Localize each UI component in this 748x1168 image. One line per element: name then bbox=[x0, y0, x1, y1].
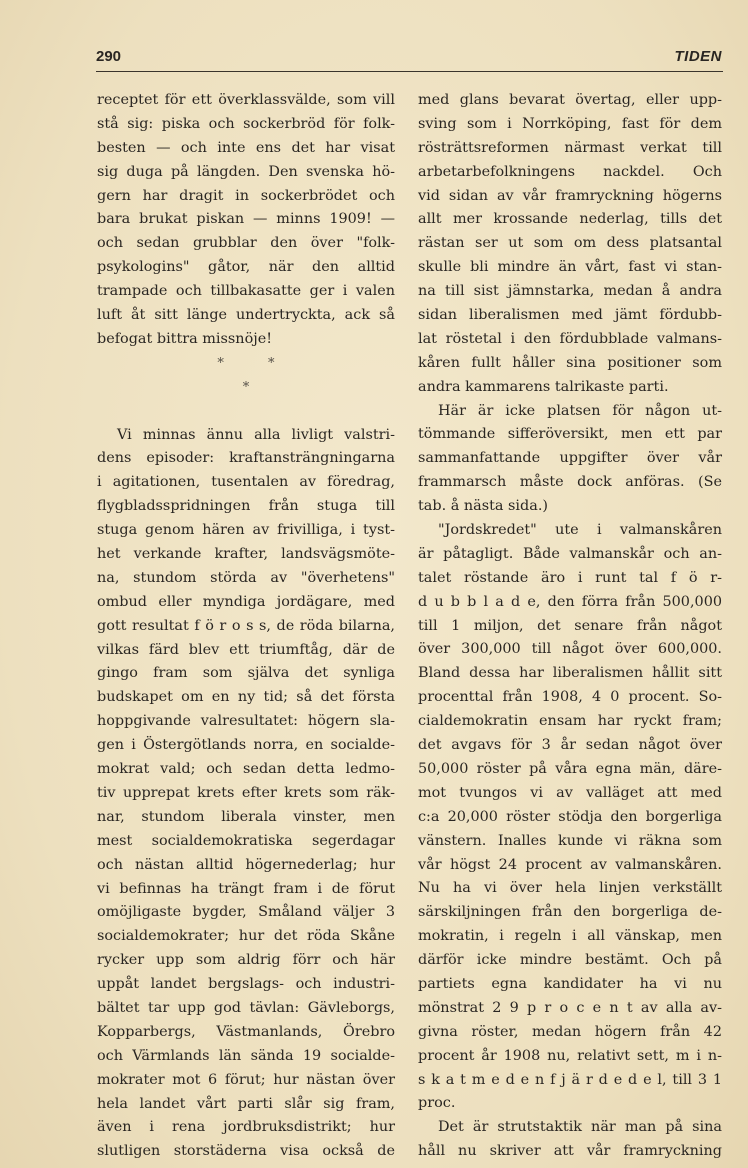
text-line: proc. bbox=[418, 1095, 456, 1112]
text-line: andra kammarens talrikaste parti. bbox=[418, 378, 669, 395]
text-line: ombud eller myndiga jordägare, med bbox=[97, 593, 395, 610]
text-line: mönstrat 2 9 p r o c e n t av alla av- bbox=[418, 999, 722, 1016]
text-line: d u b b l a d e, den förra från 500,000 bbox=[418, 593, 722, 610]
text-line: s k a t m e d e n f j ä r d e d e l, till 3 1 bbox=[418, 1071, 722, 1088]
text-line: Kopparbergs, Västmanlands, Örebro bbox=[97, 1023, 395, 1040]
text-line: sig duga på längden. Den svenska hö- bbox=[97, 163, 395, 180]
text-line: het verkande krafter, landsvägsmöte- bbox=[97, 546, 395, 563]
text-line: vilkas färd blev ett triumftåg, där de bbox=[97, 641, 395, 658]
text-line: na, stundom störda av "överhetens" bbox=[97, 569, 395, 586]
text-line: i agitationen, tusentalen av föredrag, bbox=[97, 474, 395, 491]
text-line: rästan ser ut som om dess platsantal bbox=[418, 235, 722, 252]
text-line: mokrat vald; och sedan detta ledmo- bbox=[97, 761, 395, 778]
text-line: gern har dragit in sockerbrödet och bbox=[97, 187, 395, 204]
text-line: nar, stundom liberala vinster, men bbox=[97, 808, 395, 825]
text-line: bara brukat piskan — minns 1909! — bbox=[97, 211, 395, 228]
text-line: na till sist jämnstarka, medan å andra bbox=[418, 283, 722, 300]
text-line: mokratin, i regeln i all vänskap, men bbox=[418, 928, 722, 945]
section-divider-stars: * * bbox=[217, 355, 275, 371]
text-line: vår högst 24 procent av valmanskåren. bbox=[418, 856, 722, 873]
text-line: procent år 1908 nu, relativt sett, m i n- bbox=[418, 1047, 722, 1064]
paragraph bbox=[97, 89, 395, 352]
text-line: Vi minnas ännu alla livligt valstri- bbox=[117, 426, 395, 443]
text-line: socialdemokrater; hur det röda Skåne bbox=[97, 928, 395, 945]
paragraph bbox=[418, 1116, 722, 1164]
text-line: befogat bittra missnöje! bbox=[97, 330, 272, 347]
paragraph bbox=[418, 89, 722, 400]
text-line: gen i Östergötlands norra, en socialde- bbox=[97, 737, 395, 754]
text-line: rycker upp som aldrig förr och här bbox=[97, 952, 395, 969]
text-line: rösträttsreformen närmast verkat till bbox=[418, 139, 722, 156]
text-line: lat röstetal i den fördubblade valmans- bbox=[418, 330, 722, 347]
text-line: mokrater mot 6 förut; hur nästan över bbox=[97, 1071, 395, 1088]
text-line: tiv upprepat krets efter krets som räk- bbox=[97, 784, 395, 801]
text-line: gingo fram som själva det synliga bbox=[97, 665, 395, 682]
text-line: dens episoder: kraftansträngningarna bbox=[97, 450, 395, 467]
text-line: mot tvungos vi av valläget att med bbox=[418, 784, 722, 801]
text-line: stå sig: piska och sockerbröd för folk- bbox=[97, 115, 395, 132]
text-line: kåren fullt håller sina positioner som bbox=[418, 354, 722, 371]
paragraph bbox=[418, 400, 722, 519]
text-line: är påtagligt. Både valmanskår och an- bbox=[418, 545, 722, 562]
text-line: vid sidan av vår framryckning högerns bbox=[418, 187, 722, 204]
text-line: cialdemokratin ensam har ryckt fram; bbox=[418, 713, 722, 730]
text-line: även i rena jordbruksdistrikt; hur bbox=[97, 1119, 395, 1136]
text-line: vänstern. Inalles kunde vi räkna som bbox=[418, 832, 722, 849]
text-line: med glans bevarat övertag, eller upp- bbox=[418, 92, 722, 108]
text-line: uppåt landet bergslags- och industri- bbox=[97, 976, 395, 993]
text-line: håll nu skriver att vår framryckning bbox=[418, 1143, 722, 1160]
text-line: besten — och inte ens det har visat bbox=[97, 139, 395, 156]
paragraph bbox=[418, 519, 722, 1116]
text-line: till 1 miljon, det senare från något bbox=[418, 617, 722, 634]
text-line: tömmande sifferöversikt, men ett par bbox=[418, 426, 722, 443]
text-line: Bland dessa har liberalismen hållit sitt bbox=[418, 665, 722, 682]
text-line: skulle bli mindre än vårt, fast vi stan- bbox=[418, 259, 722, 276]
text-line: tab. å nästa sida.) bbox=[418, 498, 549, 515]
left-column bbox=[97, 89, 395, 1164]
text-line: bältet tar upp god tävlan: Gävleborgs, bbox=[97, 999, 395, 1016]
text-line: det avgavs för 3 år sedan något över bbox=[418, 737, 722, 754]
text-line: och sedan grubblar den över "folk- bbox=[97, 235, 395, 252]
text-line: Här är icke platsen för någon ut- bbox=[438, 402, 722, 419]
text-line: hoppgivande valresultatet: högern sla- bbox=[97, 713, 395, 730]
header-rule bbox=[96, 71, 723, 72]
text-line: sving som i Norrköping, fast för dem bbox=[418, 115, 722, 132]
text-line: frammarsch måste dock anföras. (Se bbox=[418, 474, 722, 491]
text-line: omöjligaste bygder, Småland väljer 3 bbox=[97, 904, 395, 921]
text-line: över 300,000 till något över 600,000. bbox=[418, 641, 722, 658]
text-line: gott resultat f ö r o s s, de röda bilarna, bbox=[97, 617, 395, 634]
text-line: receptet för ett överklassvälde, som vill bbox=[97, 92, 395, 108]
text-line: sidan liberalismen med jämt fördubb- bbox=[418, 307, 722, 324]
journal-title: TIDEN bbox=[674, 48, 722, 65]
text-line: slutligen storstäderna visa också de bbox=[97, 1143, 395, 1160]
text-line: "Jordskredet" ute i valmanskåren bbox=[438, 522, 722, 539]
text-line: Det är strutstaktik när man på sina bbox=[438, 1119, 722, 1136]
text-line: budskapet om en ny tid; så det första bbox=[97, 689, 395, 706]
text-line: talet röstande äro i runt tal f ö r- bbox=[418, 569, 722, 586]
text-line: trampade och tillbakasatte ger i valen bbox=[97, 283, 395, 300]
text-line: flygbladsspridningen från stuga till bbox=[97, 498, 395, 515]
page-number: 290 bbox=[96, 48, 122, 65]
text-line: stuga genom hären av frivilliga, i tyst- bbox=[97, 522, 395, 539]
text-line: luft åt sitt länge undertryckta, ack så bbox=[97, 307, 395, 324]
text-line: psykologins" gåtor, när den alltid bbox=[97, 259, 395, 276]
text-line: sammanfattande uppgifter över vår bbox=[418, 450, 722, 467]
text-line: Nu ha vi över hela linjen verkställt bbox=[418, 880, 722, 897]
page-header bbox=[96, 48, 722, 72]
text-line: allt mer krossande nederlag, tills det bbox=[418, 211, 722, 228]
text-line: givna röster, medan högern från 42 bbox=[418, 1023, 722, 1040]
right-column bbox=[418, 89, 722, 1164]
text-line: och nästan alltid högernederlag; hur bbox=[97, 856, 395, 873]
paragraph bbox=[97, 424, 395, 1165]
text-line: c:a 20,000 röster stödja den borgerliga bbox=[418, 808, 722, 825]
text-line: mest socialdemokratiska segerdagar bbox=[97, 832, 395, 849]
text-line: särskiljningen från den borgerliga de- bbox=[418, 904, 722, 921]
text-line: och Värmlands län sända 19 socialde- bbox=[97, 1047, 395, 1064]
text-line: därför icke mindre bestämt. Och på bbox=[418, 952, 722, 969]
text-line: arbetarbefolkningens nackdel. Och bbox=[418, 163, 722, 180]
text-line: hela landet vårt parti slår sig fram, bbox=[97, 1095, 395, 1112]
text-line: vi befinnas ha trängt fram i de förut bbox=[97, 880, 395, 897]
text-line: 50,000 röster på våra egna män, däre- bbox=[418, 760, 722, 777]
text-line: partiets egna kandidater ha vi nu bbox=[418, 975, 722, 992]
text-line: procenttal från 1908, 4 0 procent. So- bbox=[418, 689, 722, 706]
section-divider-star: * bbox=[242, 379, 250, 395]
